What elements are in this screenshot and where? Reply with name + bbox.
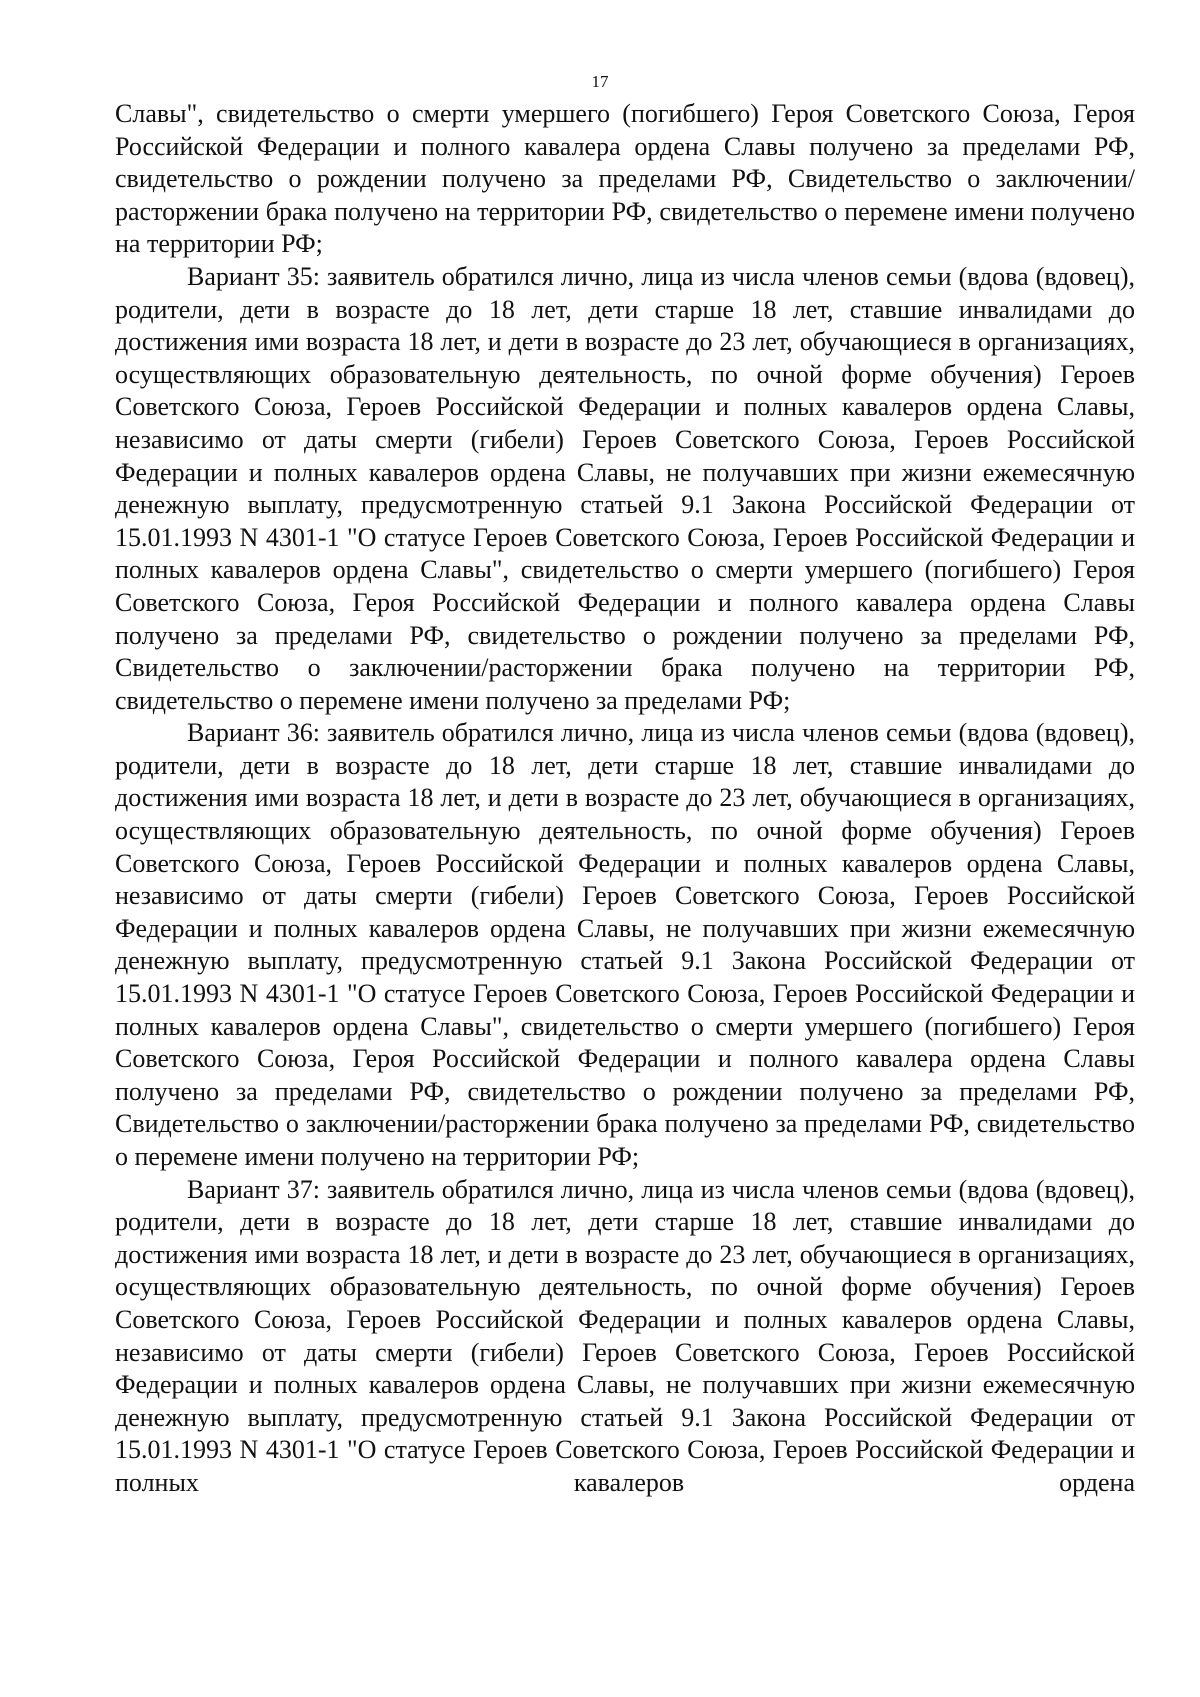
page-number: 17 [591, 72, 609, 91]
document-body [115, 98, 1135, 1500]
paragraph-variant-37: Вариант 37: заявитель обратился лично, лица из числа членов семьи (вдова (вдовец), родители, дети в возрасте до 18 лет, дети старше 18 лет, ставшие инвалидами до достижения ими возраста 18 лет, и дети в возрасте до 23 лет, обучающиеся в организациях, осуществляющих образовательную деятельность, по очной форме обучения) Героев Советского Союза, Героев Российской Федерации и полных кавалеров ордена Славы, независимо от даты смерти (гибели) Героев Советского Союза, Героев Российской Федерации и полных кавалеров ордена Славы, не получавших при жизни ежемесячную денежную выплату, предусмотренную статьей 9.1 Закона Российской Федерации от 15.01.1993 N 4301-1 "О статусе Героев Советского Союза, Героев Российской Федерации и полных кавалеров ордена [115, 1174, 1135, 1497]
paragraph-continuation: Славы", свидетельство о смерти умершего (погибшего) Героя Советского Союза, Героя Российской Федерации и полного кавалера ордена Славы получено за пределами РФ, свидетельство о рождении получено за пределами РФ, Свидетельство о заключении/расторжении брака получено на территории РФ, свидетельство о перемене имени получено на территории РФ; [115, 99, 1135, 259]
paragraph-variant-36: Вариант 36: заявитель обратился лично, лица из числа членов семьи (вдова (вдовец), родители, дети в возрасте до 18 лет, дети старше 18 лет, ставшие инвалидами до достижения ими возраста 18 лет, и дети в возрасте до 23 лет, обучающиеся в организациях, осуществляющих образовательную деятельность, по очной форме обучения) Героев Советского Союза, Героев Российской Федерации и полных кавалеров ордена Славы, независимо от даты смерти (гибели) Героев Советского Союза, Героев Российской Федерации и полных кавалеров ордена Славы, не получавших при жизни ежемесячную денежную выплату, предусмотренную статьей 9.1 Закона Российской Федерации от 15.01.1993 N 4301-1 "О статусе Героев Советского Союза, Героев Российской Федерации и полных кавалеров ордена Славы", свидетельство о смерти умершего (погибшего) Героя Советского Союза, Героя Российской Федерации и полного кавалера ордена Славы получено за пределами РФ, свидетельство о рождении получено за пределами РФ, Свидетельство о заключении/расторжении брака получено за пределами РФ, свидетельство о перемене имени получено на территории РФ; [115, 718, 1135, 1171]
paragraph-variant-35: Вариант 35: заявитель обратился лично, лица из числа членов семьи (вдова (вдовец), родители, дети в возрасте до 18 лет, дети старше 18 лет, ставшие инвалидами до достижения ими возраста 18 лет, и дети в возрасте до 23 лет, обучающиеся в организациях, осуществляющих образовательную деятельность, по очной форме обучения) Героев Советского Союза, Героев Российской Федерации и полных кавалеров ордена Славы, независимо от даты смерти (гибели) Героев Советского Союза, Героев Российской Федерации и полных кавалеров ордена Славы, не получавших при жизни ежемесячную денежную выплату, предусмотренную статьей 9.1 Закона Российской Федерации от 15.01.1993 N 4301-1 "О статусе Героев Советского Союза, Героев Российской Федерации и полных кавалеров ордена Славы", свидетельство о смерти умершего (погибшего) Героя Советского Союза, Героя Российской Федерации и полного кавалера ордена Славы получено за пределами РФ, свидетельство о рождении получено за пределами РФ, Свидетельство о заключении/расторжении брака получено на территории РФ, свидетельство о перемене имени получено за пределами РФ; [115, 261, 1135, 715]
